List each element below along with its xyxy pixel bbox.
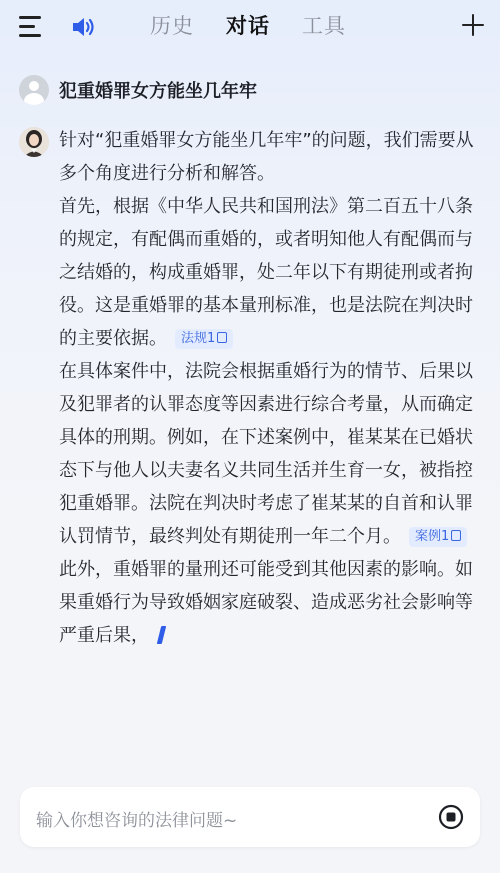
answer-paragraph-1: 针对“犯重婚罪女方能坐几年牢”的问题，我们需要从多个角度进行分析和解答。 [59, 130, 474, 184]
assistant-answer [19, 124, 479, 652]
chat-input-bar[interactable] [20, 787, 480, 847]
answer-paragraph-4 [59, 553, 479, 652]
user-avatar [19, 75, 49, 105]
menu-icon[interactable] [19, 16, 43, 38]
question-text: 犯重婚罪女方能坐几年牢 [59, 81, 257, 102]
typing-cursor-icon [157, 626, 166, 644]
user-question [19, 75, 257, 105]
answer-paragraph-2 [59, 190, 479, 355]
regulation-ref-chip[interactable] [175, 329, 233, 349]
answer-paragraph-2-text: 首先，根据《中华人民共和国刑法》第二百五十八条的规定，有配偶而重婚的，或者明知他人有配偶而与之结婚的，构成重婚罪，处二年以下有期徒刑或者拘役。这是重婚罪的基本量刑标准，也是法院在判决时的主要依据。 [59, 196, 473, 349]
answer-paragraph-3 [59, 355, 479, 553]
tab-bar [150, 10, 346, 40]
plus-icon[interactable] [462, 14, 484, 36]
speaker-icon[interactable] [70, 14, 96, 40]
regulation-ref-label: 法规1 [181, 331, 216, 346]
tab-history[interactable]: 历史 [150, 14, 194, 38]
answer-paragraph-4-text: 此外，重婚罪的量刑还可能受到其他因素的影响。如果重婚行为导致婚姻家庭破裂、造成恶劣社会影响等严重后果， [59, 559, 473, 646]
answer-paragraph-3-text: 在具体案件中，法院会根据重婚行为的情节、后果以及犯罪者的认罪态度等因素进行综合考量，从而确定具体的刑期。例如，在下述案例中，崔某某在已婚状态下与他人以夫妻名义共同生活并生育一女，被指控犯重婚罪。法院在判决时考虑了崔某某的自首和认罪认罚情节，最终判处有期徒刑一年二个月。 [59, 361, 473, 547]
stop-icon[interactable] [438, 804, 464, 830]
case-document-icon [451, 530, 461, 541]
document-icon [217, 332, 227, 343]
chat-input[interactable]: 输入你想咨询的法律问题~ [36, 811, 238, 831]
case-ref-chip[interactable] [409, 527, 467, 547]
top-bar [0, 0, 500, 56]
tab-chat[interactable]: 对话 [226, 14, 270, 38]
tab-tools[interactable]: 工具 [302, 14, 346, 38]
case-ref-label: 案例1 [415, 529, 450, 544]
assistant-avatar [19, 127, 49, 157]
